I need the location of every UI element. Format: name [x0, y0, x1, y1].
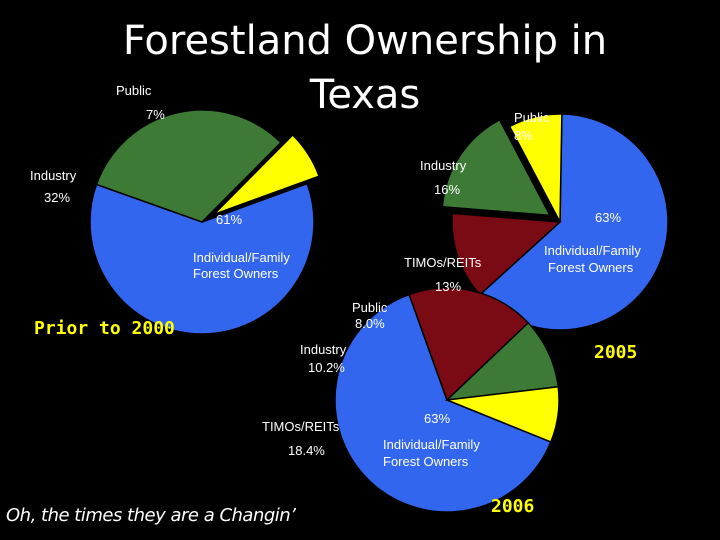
- slide-title-line2: Texas: [309, 72, 421, 118]
- pie3-public-label: Public: [352, 300, 388, 315]
- pie1-industry-value: 32%: [44, 190, 71, 205]
- pie1-public-value: 7%: [146, 107, 165, 122]
- pie1-public-label: Public: [116, 83, 152, 98]
- pie1-industry-label: Industry: [30, 168, 77, 183]
- pie3-individual-value: 63%: [424, 411, 451, 426]
- pie3-industry-label: Industry: [300, 342, 347, 357]
- slide-title-line1: Forestland Ownership in: [122, 18, 608, 64]
- pie2-timos-value: 13%: [435, 279, 462, 294]
- pie3-timos-value: 18.4%: [288, 443, 325, 458]
- pie2-industry-value: 16%: [434, 182, 461, 197]
- pie2-individual-label-2: Forest Owners: [548, 260, 634, 275]
- pie3-era-label: 2006: [491, 496, 535, 517]
- pie2-public-value: 8%: [514, 128, 533, 143]
- pie2-individual-label-1: Individual/Family: [544, 243, 641, 258]
- pie2-public-label: Public: [514, 110, 550, 125]
- pie2-individual-value: 63%: [595, 210, 622, 225]
- pie1-individual-label-2: Forest Owners: [193, 266, 279, 281]
- pie1-individual-value: 61%: [216, 212, 243, 227]
- tagline: Oh, the times they are a Changin’: [6, 505, 296, 526]
- pie3-individual-label-2: Forest Owners: [383, 454, 469, 469]
- pie2-timos-label: TIMOs/REITs: [404, 255, 482, 270]
- pie2-era-label: 2005: [594, 342, 638, 363]
- pie3-individual-label-1: Individual/Family: [383, 437, 480, 452]
- pie3-public-value: 8.0%: [355, 316, 385, 331]
- pie2-industry-label: Industry: [420, 158, 467, 173]
- pie3-industry-value: 10.2%: [308, 360, 345, 375]
- pie1-individual-label-1: Individual/Family: [193, 250, 290, 265]
- pie1-era-label: Prior to 2000: [34, 318, 175, 339]
- pie3-timos-label: TIMOs/REITs: [262, 419, 340, 434]
